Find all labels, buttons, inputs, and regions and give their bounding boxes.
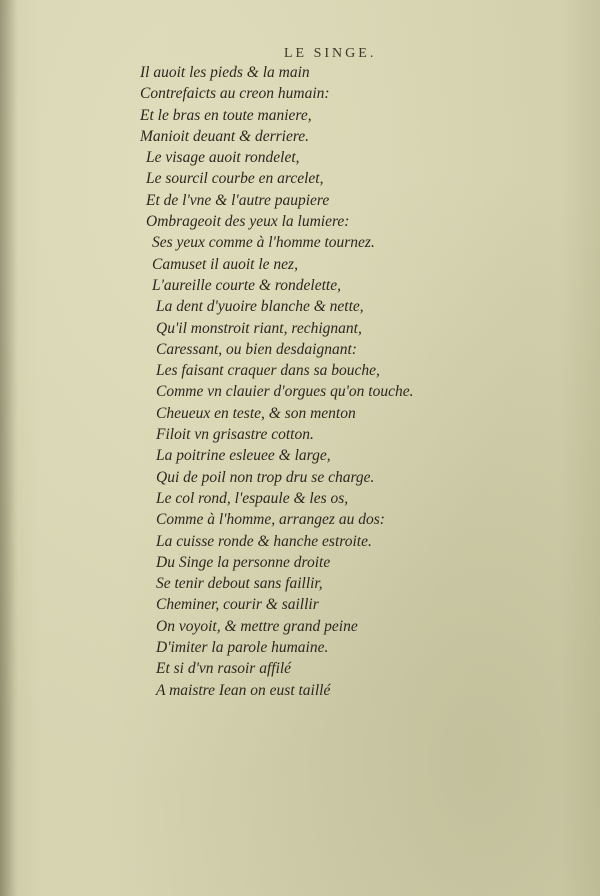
verse-line: Le col rond, l'espaule & les os, bbox=[156, 489, 349, 507]
poem-text bbox=[140, 62, 580, 701]
verse-line: Le visage auoit rondelet, bbox=[146, 149, 300, 167]
verse-line: La poitrine esleuee & large, bbox=[156, 447, 331, 465]
verse-line: Manioit deuant & derriere. bbox=[140, 127, 310, 145]
running-head: LE SINGE. bbox=[284, 46, 377, 61]
verse-line: Qu'il monstroit riant, rechignant, bbox=[156, 319, 362, 337]
verse-line: Et le bras en toute maniere, bbox=[140, 106, 312, 124]
verse-line: Se tenir debout sans faillir, bbox=[156, 575, 323, 593]
verse-line: Ombrageoit des yeux la lumiere: bbox=[146, 213, 350, 231]
verse-line: Camuset il auoit le nez, bbox=[152, 255, 298, 273]
verse-line: Qui de poil non trop dru se charge. bbox=[156, 468, 375, 486]
verse-line: Et de l'vne & l'autre paupiere bbox=[146, 191, 330, 209]
verse-line: Caressant, ou bien desdaignant: bbox=[156, 340, 357, 358]
verse-line: Contrefaicts au creon humain: bbox=[140, 85, 330, 103]
verse-line: La cuisse ronde & hanche estroite. bbox=[156, 532, 372, 550]
verse-line: Comme à l'homme, arrangez au dos: bbox=[156, 511, 385, 529]
verse-line: L'aureille courte & rondelette, bbox=[152, 276, 341, 294]
verse-line: Du Singe la personne droite bbox=[156, 553, 331, 571]
verse-line: Les faisant craquer dans sa bouche, bbox=[156, 362, 380, 380]
verse-line: Cheueux en teste, & son menton bbox=[156, 404, 356, 422]
verse-line: On voyoit, & mettre grand peine bbox=[156, 617, 358, 635]
verse-line: Et si d'vn rasoir affilé bbox=[156, 660, 292, 678]
verse-line: Filoit vn grisastre cotton. bbox=[156, 426, 314, 444]
verse-line: Il auoit les pieds & la main bbox=[140, 64, 310, 81]
verse-line: Comme vn clauier d'orgues qu'on touche. bbox=[156, 383, 414, 401]
verse-line: Le sourcil courbe en arcelet, bbox=[146, 170, 324, 188]
verse-line: D'imiter la parole humaine. bbox=[156, 639, 329, 657]
verse-line: Cheminer, courir & saillir bbox=[156, 596, 319, 614]
verse-line: A maistre Iean on eust taillé bbox=[156, 681, 331, 699]
verse-line: La dent d'yuoire blanche & nette, bbox=[156, 298, 364, 316]
verse-line: Ses yeux comme à l'homme tournez. bbox=[152, 234, 375, 252]
